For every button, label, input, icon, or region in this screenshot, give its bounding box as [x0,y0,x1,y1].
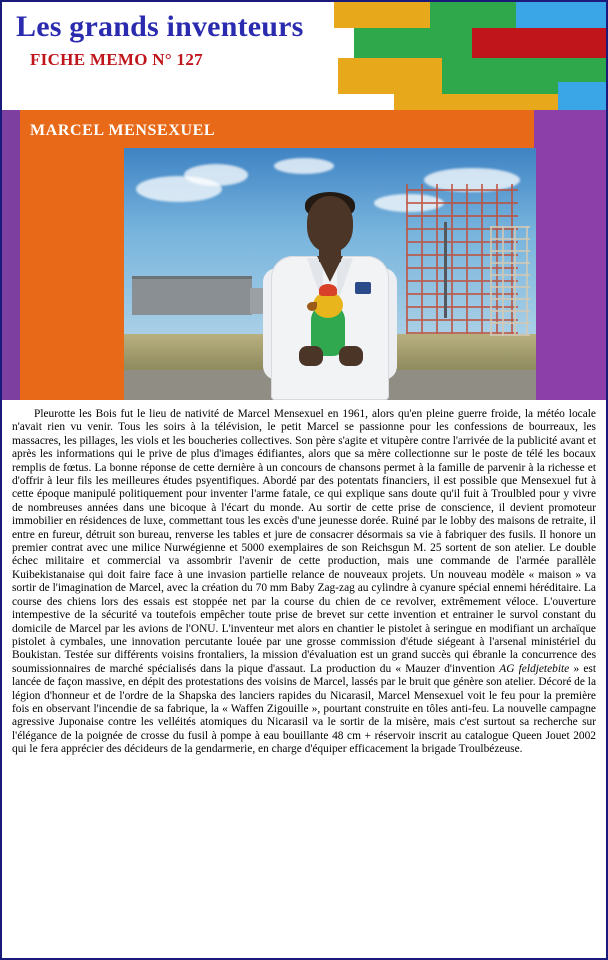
article-body [2,400,606,763]
decorative-block-green-2 [354,28,472,58]
coat-logo-badge [355,282,371,294]
parrot-beak [307,302,317,311]
page-subtitle: FICHE MEMO N° 127 [30,50,203,69]
article-text-italic: AG feldjetebite [499,662,570,675]
feature-photo [124,148,536,400]
feature-photo-band [2,110,606,400]
decorative-block-blue-2 [558,82,606,110]
page-title: Les grands inventeurs [16,10,304,43]
decorative-bar-left [2,110,20,400]
article-text-part-1: Pleurotte les Bois fut le lieu de nativité de Marcel Mensexuel en 1961, alors qu'en pleine guerre froide, la météo locale n'avait rien vu venir. Tous les soirs à la télévision, le petit Marcel se passionne pour les confessions de bourreaux, les massacres, les pillages, les viols et les boucheries collectives. Son père s'agite et vitupère contre l'arrivée de la publicité avant et après les informations qui le prive de plus d'images édifiantes, alors que sa mère collectionne sur le poste de télé les bocaux remplis de fœtus. La bonne réponse de cette dernière à un concours de chansons permet à la famille de parvenir à la richesse et d'offrir à leur fils les meilleures études psyentifiques. Abordé par des potentats financiers, il est possible que Mensexuel fut à cette époque manipulé politiquement pour inventer l'arme fatale, ce qui explique sans doute qu'il fuit à Troulbled pour y vivre de nombreuses années dans une bicoque à l'écart du monde. Au sortir de cette prise de conscience, il devient promoteur immobilier en résidences de luxe, commettant tous les excès d'une jeunesse dorée. Ruiné par le lobby des maisons de retraite, il entre en fureur, détruit son bureau, renverse les tables et jure de consacrer désormais sa vie à fabriquer des fusils. Il honore un premier contrat avec une milice Nurwégienne et 5000 exemplaires de son Reichsgun M. 25 sortent de son atelier. Le double échec militaire et commercial va assombrir l'avenir de cette production, mais une commande de l'armée parallèle Kuibekistanaise qui doit faire face à une invasion partielle relance de nouveaux projets. Un nouveau modèle « maison » va sortir de l'imagination de Marcel, avec la création du 70 mm Baby Zag-zag au cylindre à cyanure spécial ennemi héréditaire. La course des chiens lors des essais est stoppée net par la course du chien de ce revolver, extrêmement véloce. L'ouverture intempestive de la sécurité va toutefois empêcher toute prise de brevet sur cette invention et entrainer le survol constant du domicile de Marcel par les avions de l'ONU. L'inventeur met alors en chantier le pistolet à seringue en modifiant un archaïque pistolet à cymbales, une innovation percutante louée par une grosse commission d'étude siégeant à l'arsenal ministériel du Boukistan. Testée sur différents voisins frontaliers, la mission d'évaluation est un grand succès qui ébranle la concurrence des soumissionnaires de marché spécialisés dans la pique d'assaut. La production du « Mauzer d'invention [12,408,596,675]
decorative-block-orange-1 [334,2,430,28]
article-text-part-2: » est lancée de façon massive, en dépit des protestations des voisins de Marcel, lassés par le bruit que génère son atelier. Décoré de la légion d'honneur et de l'ordre de la Shapska des lanciers rapides du Nicarasil, Marcel Mensexuel voit le feu pour la première fois en observant l'incendie de sa fabrique, la « Waffen Zigouille », pourtant construite en tôles anti-feu. La nouvelle campagne agressive Juponaise contre les velléités atomiques du Nicarasil va le sortir de la misère, mais c'est surtout sa recherche sur l'élégance de la poignée de crosse du fusil à pompe à eau bouillante 48 cm + réservoir inscrit au catalogue Queen Jouet 2002 qui le fera apprécier des décideurs de la gendarmerie, en charge d'équiper efficacement la brigade Troulbézeuse. [12,662,597,756]
figure-head [307,196,353,252]
page-header [2,2,606,110]
article-paragraph [12,408,596,757]
decorative-bar-right [534,110,606,400]
cloud-shape [274,158,334,174]
decorative-block-green-1 [430,2,516,28]
figure-hand-left [299,346,323,366]
figure-neck [319,246,341,262]
decorative-block-orange-2 [338,58,442,94]
person-figure [255,196,405,400]
parrot-crest [319,284,337,296]
figure-hand-right [339,346,363,366]
decorative-block-red-1 [472,28,606,58]
utility-pole [444,222,447,318]
cloud-shape [184,164,248,186]
scaffolding-structure-secondary [490,226,530,336]
person-name: MARCEL MENSEXUEL [30,122,216,139]
industrial-shed [132,276,252,315]
decorative-block-blue-1 [516,2,606,28]
